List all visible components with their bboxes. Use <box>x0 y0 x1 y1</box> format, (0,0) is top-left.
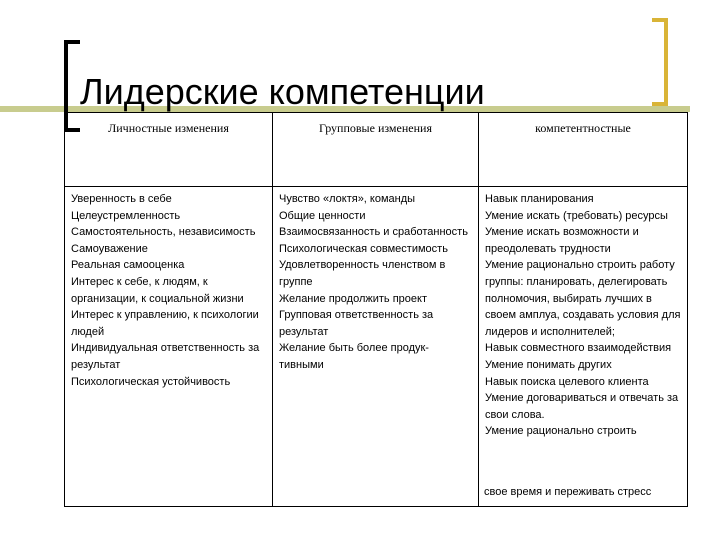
column-group <box>273 187 479 507</box>
slide-title: Лидерские компетенции <box>80 71 485 112</box>
list-item: Навык совместного взаимодействия <box>485 342 672 355</box>
list-item: Взаимосвязанность и сработанность <box>279 226 468 239</box>
list-item: Психологическая совместимость <box>279 242 448 255</box>
table-body-row <box>65 187 688 507</box>
list-item: Навык планирования <box>485 193 594 205</box>
list-item: Общие ценности <box>279 209 366 222</box>
list-item: Навык поиска целевого клиента <box>485 375 649 388</box>
list-item: Желание продолжить проект <box>279 292 427 305</box>
list-item: Самоуважение <box>71 242 148 255</box>
header-personal: Личностные изменения <box>65 113 273 187</box>
list-item: Умение договариваться и отвечать за свои слова. <box>485 392 679 421</box>
column-personal <box>65 187 273 507</box>
list-item: Удовлетворенность членством в группе <box>279 259 446 288</box>
list-item: Умение искать (требовать) ресурсы <box>485 209 668 222</box>
list-item: Реальная самооценка <box>71 259 185 272</box>
list-item: Целеустремленность <box>71 209 181 222</box>
table-header-row <box>65 113 688 187</box>
list-item: Групповая ответственность за результат <box>279 309 434 338</box>
list-item: Умение рационально строить работу группы: планировать, делегировать полномочия, выбирать лучших в своем амплуа, создавать условия для лидеров и исполнителей; <box>485 259 681 338</box>
column-competency <box>479 187 688 507</box>
list-item: Умение рационально строить <box>485 425 637 438</box>
header-group: Групповые изменения <box>273 113 479 187</box>
list-item: Индивидуальная ответственность за результат <box>71 342 260 371</box>
list-item: Психологическая устойчивость <box>71 375 231 388</box>
competencies-table <box>64 112 688 507</box>
table-footnote: свое время и переживать стресс <box>484 486 652 498</box>
list-item: Умение понимать других <box>485 358 612 371</box>
list-item: Уверенность в себе <box>71 193 172 205</box>
header-competency: компетентностные <box>479 113 688 187</box>
list-item: Интерес к себе, к людям, к организации, к социальной жизни <box>71 275 244 305</box>
list-item: Чувство «локтя», команды <box>279 193 416 205</box>
list-item: Желание быть более продук-тивными <box>279 342 429 371</box>
list-item: Самостоятельность, независимость <box>71 226 256 239</box>
list-item: Умение искать возможности и преодолевать трудности <box>485 226 639 255</box>
list-item: Интерес к управлению, к психологии людей <box>71 309 259 338</box>
right-bracket-decoration <box>652 18 668 106</box>
